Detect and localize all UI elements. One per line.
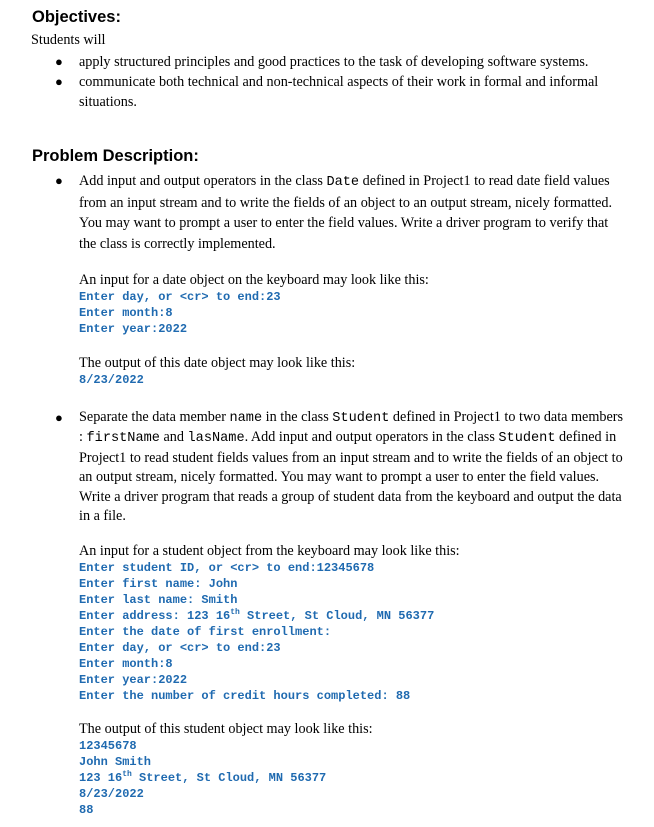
class-name-code: Date [326, 175, 360, 190]
problem-item-1-text: Add input and output operators in the class Date defined in Project1 to read date field values from an input stream and to write the fields of an object to an output stream, nicely formatted. You may want to prompt a user to enter the field values. Write a driver program to verify that the class is correctly implemented. [79, 173, 613, 252]
problem-heading: Problem Description: [32, 147, 199, 165]
bullet-icon: ● [55, 54, 63, 69]
problem-list [0, 171, 654, 388]
student-input-example: Enter student ID, or <cr> to end:12345678 Enter first name: John Enter last name: Smith Enter address: 123 16th Street, St Cloud, MN 56377 Enter the date of first enrollment: Enter day, or <cr> to end:23 Enter month:8 Enter year:2022 Enter the number of credit hours completed: 88 [79, 561, 435, 704]
objectives-list [0, 52, 654, 112]
student-output-example: 12345678 John Smith 123 16th Street, St Cloud, MN 56377 8/23/2022 88 [79, 739, 327, 818]
date-input-example: Enter day, or <cr> to end:23 Enter month:8 Enter year:2022 [79, 289, 281, 336]
objective-text: communicate both technical and non-technical aspects of their work in formal and informal situations. [79, 74, 599, 110]
list-item [0, 171, 654, 388]
objectives-heading: Objectives: [32, 8, 121, 26]
objectives-intro: Students will [31, 32, 106, 48]
date-output-example: 8/23/2022 [79, 372, 144, 387]
list-item [0, 408, 654, 818]
student-input-intro: An input for a student object from the keyboard may look like this: [79, 543, 460, 560]
list-item [0, 52, 654, 72]
bullet-icon: ● [55, 410, 63, 425]
student-output-intro: The output of this student object may look like this: [79, 721, 373, 738]
problem-list-2 [0, 408, 654, 818]
date-input-intro: An input for a date object on the keyboard may look like this: [79, 271, 429, 288]
bullet-icon: ● [55, 74, 63, 89]
bullet-icon: ● [55, 173, 63, 188]
list-item [0, 72, 654, 112]
objective-text: apply structured principles and good practices to the task of developing software systems. [79, 54, 589, 70]
date-output-intro: The output of this date object may look like this: [79, 354, 356, 371]
problem-item-2-text: Separate the data member name in the class Student defined in Project1 to two data members : firstName and lasName. Add input and output operators in the class Student defined in Project1 to read student fields values from an input stream and to write the fields of an object to an output stream, nicely formatted. You may want to prompt a user to enter the field values. Write a driver program that reads a group of student data from the keyboard and output the data in a file. [79, 409, 624, 525]
